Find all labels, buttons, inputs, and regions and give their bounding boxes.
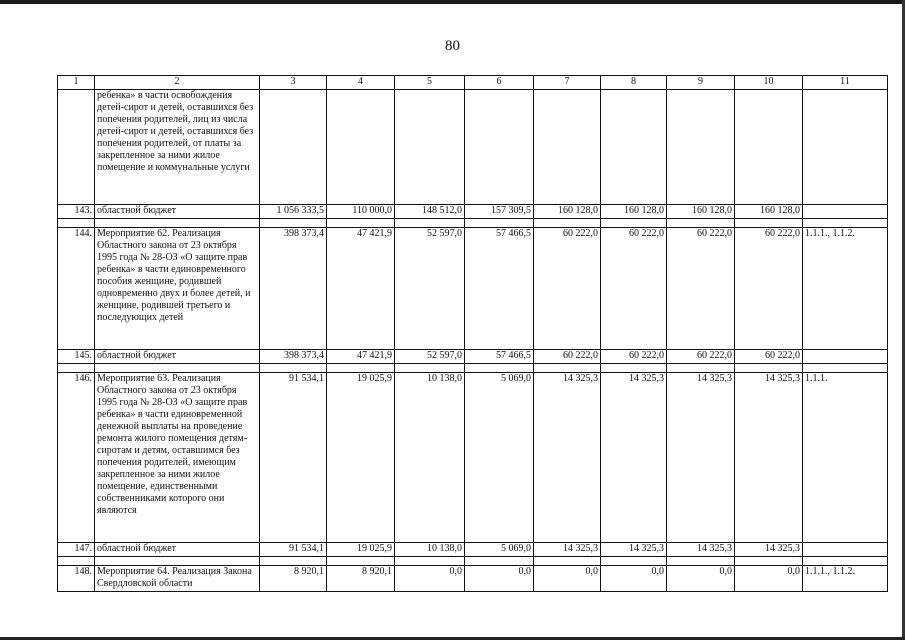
cell-value: 5 069,0 (465, 373, 534, 543)
cell-value: 14 325,3 (601, 373, 667, 543)
cell-value (260, 90, 327, 205)
row-index (58, 90, 95, 205)
cell-value: 5 069,0 (465, 543, 534, 557)
column-header: 2 (95, 76, 260, 90)
cell-value: 60 222,0 (667, 350, 735, 364)
cell-value: 60 222,0 (534, 228, 601, 350)
cell-value: 47 421,9 (327, 228, 395, 350)
cell-reference: 1.1.1., 1.1.2. (803, 566, 888, 592)
cell-value: 52 597,0 (395, 350, 465, 364)
cell-value: 60 222,0 (735, 350, 803, 364)
row-description: Мероприятие 62. Реализация Областного закона от 23 октября 1995 года № 28-ОЗ «О защите прав ребенка» в части единовременного пособия женщине, родившей одновременно двух и более детей, и женщине, родившей третьего и последующих детей (95, 228, 260, 350)
cell-value: 148 512,0 (395, 205, 465, 219)
spacer-row (58, 219, 888, 228)
cell-value (465, 90, 534, 205)
cell-value: 398 373,4 (260, 228, 327, 350)
row-index: 145. (58, 350, 95, 364)
cell-value: 60 222,0 (667, 228, 735, 350)
row-description: областной бюджет (95, 350, 260, 364)
spacer-row (58, 557, 888, 566)
cell-value: 19 025,9 (327, 373, 395, 543)
row-index: 144. (58, 228, 95, 350)
budget-table (57, 75, 888, 592)
table-row (58, 566, 888, 592)
row-description: областной бюджет (95, 205, 260, 219)
table-row (58, 228, 888, 350)
scan-top-edge (0, 0, 905, 4)
cell-reference (803, 90, 888, 205)
cell-value: 14 325,3 (667, 543, 735, 557)
row-description: Мероприятие 64. Реализация Закона Свердловской области (95, 566, 260, 592)
table-row (58, 373, 888, 543)
header-row (58, 76, 888, 90)
cell-value: 0,0 (395, 566, 465, 592)
cell-value: 14 325,3 (601, 543, 667, 557)
cell-value: 398 373,4 (260, 350, 327, 364)
cell-value: 1 056 333,5 (260, 205, 327, 219)
column-header: 5 (395, 76, 465, 90)
column-header: 8 (601, 76, 667, 90)
column-header: 10 (735, 76, 803, 90)
cell-value: 52 597,0 (395, 228, 465, 350)
page-number: 80 (445, 38, 460, 54)
cell-value: 8 920,1 (260, 566, 327, 592)
cell-value: 60 222,0 (601, 350, 667, 364)
cell-value: 57 466,5 (465, 228, 534, 350)
cell-value: 160 128,0 (601, 205, 667, 219)
cell-value: 91 534,1 (260, 373, 327, 543)
cell-value: 8 920,1 (327, 566, 395, 592)
cell-value: 160 128,0 (667, 205, 735, 219)
cell-reference (803, 205, 888, 219)
column-header: 9 (667, 76, 735, 90)
row-index: 148. (58, 566, 95, 592)
column-header: 6 (465, 76, 534, 90)
spacer-row (58, 364, 888, 373)
cell-value: 14 325,3 (735, 543, 803, 557)
cell-value (735, 90, 803, 205)
cell-value: 60 222,0 (601, 228, 667, 350)
cell-reference: 1.1.1., 1.1.2. (803, 228, 888, 350)
cell-value: 10 138,0 (395, 543, 465, 557)
column-header: 7 (534, 76, 601, 90)
cell-value: 160 128,0 (534, 205, 601, 219)
column-header: 1 (58, 76, 95, 90)
cell-value: 10 138,0 (395, 373, 465, 543)
cell-value: 14 325,3 (534, 373, 601, 543)
cell-value (327, 90, 395, 205)
column-header: 3 (260, 76, 327, 90)
cell-value: 0,0 (465, 566, 534, 592)
cell-value: 0,0 (534, 566, 601, 592)
cell-value: 14 325,3 (534, 543, 601, 557)
table-row (58, 205, 888, 219)
row-index: 147. (58, 543, 95, 557)
cell-value: 60 222,0 (735, 228, 803, 350)
cell-value: 157 309,5 (465, 205, 534, 219)
cell-reference: 1.1.1. (803, 373, 888, 543)
table-row (58, 543, 888, 557)
column-header: 4 (327, 76, 395, 90)
cell-value: 0,0 (735, 566, 803, 592)
cell-value: 47 421,9 (327, 350, 395, 364)
cell-value (534, 90, 601, 205)
cell-value (601, 90, 667, 205)
table-row (58, 90, 888, 205)
cell-value: 57 466,5 (465, 350, 534, 364)
cell-value: 14 325,3 (667, 373, 735, 543)
cell-value: 91 534,1 (260, 543, 327, 557)
cell-value: 0,0 (601, 566, 667, 592)
row-description: областной бюджет (95, 543, 260, 557)
cell-value: 0,0 (667, 566, 735, 592)
row-index: 143. (58, 205, 95, 219)
row-description: ребенка» в части освобождения детей-сирот и детей, оставшихся без попечения родителей, лиц из числа детей-сирот и детей, оставшихся без попечения родителей, от платы за закрепленное за ними жилое помещение и коммунальные услуги (95, 90, 260, 205)
row-description: Мероприятие 63. Реализация Областного закона от 23 октября 1995 года № 28-ОЗ «О защите прав ребенка» в части единовременной денежной выплаты на проведение ремонта жилого помещения детям-сиротам и детям, оставшимся без попечения родителей, имеющим закрепленное за ними жилое помещение, единственными собственниками которого они являются (95, 373, 260, 543)
cell-value: 19 025,9 (327, 543, 395, 557)
cell-value (667, 90, 735, 205)
cell-value: 160 128,0 (735, 205, 803, 219)
cell-value: 60 222,0 (534, 350, 601, 364)
cell-reference (803, 350, 888, 364)
cell-reference (803, 543, 888, 557)
column-header: 11 (803, 76, 888, 90)
row-index: 146. (58, 373, 95, 543)
cell-value: 14 325,3 (735, 373, 803, 543)
cell-value: 110 000,0 (327, 205, 395, 219)
cell-value (395, 90, 465, 205)
table-row (58, 350, 888, 364)
